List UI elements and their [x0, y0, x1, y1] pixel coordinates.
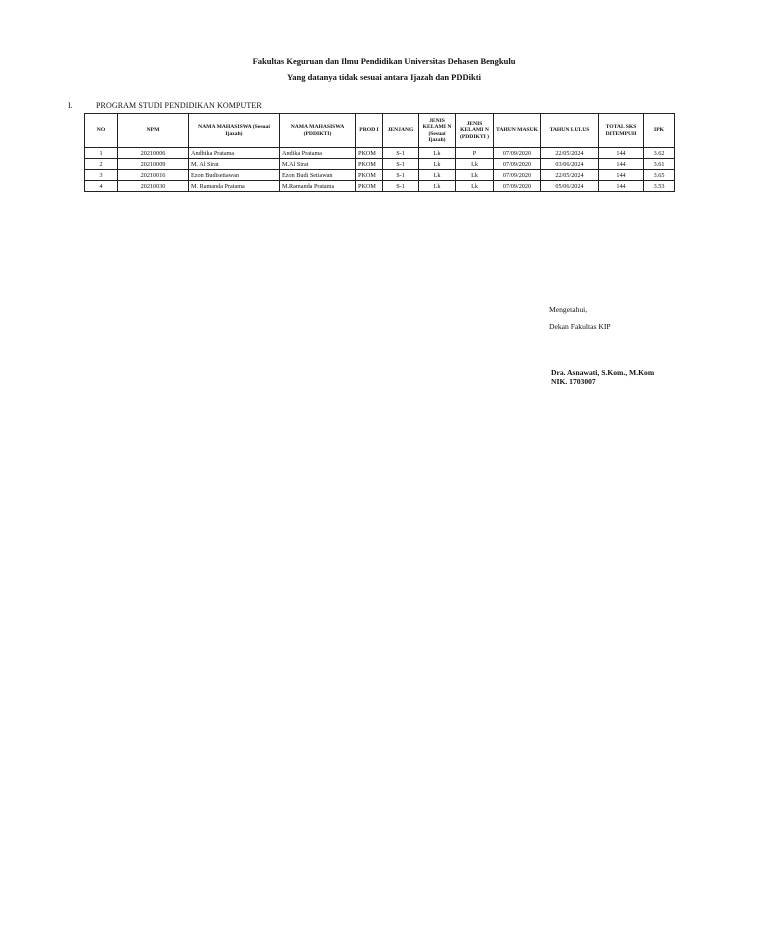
- table-row: [85, 159, 675, 170]
- document-title: Fakultas Keguruan dan Ilmu Pendidikan Universitas Dehasen Bengkulu: [252, 56, 516, 66]
- cell-no: 2: [85, 159, 118, 170]
- column-header-name-pddikti: NAMA MAHASISWA (PDDIKTI): [280, 114, 356, 148]
- cell-no: 1: [85, 148, 118, 159]
- cell-name-ijazah: M. Al Sirat: [189, 159, 280, 170]
- table-header-row: [85, 114, 675, 148]
- cell-no: 3: [85, 170, 118, 181]
- column-header-ipk: IPK: [644, 114, 675, 148]
- cell-name-pddikti: Andika Pratama: [280, 148, 356, 159]
- cell-total-sks: 144: [599, 148, 644, 159]
- cell-npm: 20210006: [118, 148, 189, 159]
- cell-year-in: 07/09/2020: [494, 181, 541, 192]
- cell-name-ijazah: M. Ramanda Pratama: [189, 181, 280, 192]
- cell-total-sks: 144: [599, 170, 644, 181]
- acknowledgement-text: Mengetahui,: [549, 305, 588, 314]
- cell-gender-pddikti: P: [456, 148, 494, 159]
- column-header-no: NO: [85, 114, 118, 148]
- cell-ipk: 3.53: [644, 181, 675, 192]
- cell-jenjang: S-1: [383, 148, 419, 159]
- cell-no: 4: [85, 181, 118, 192]
- cell-name-ijazah: Andhika Pratama: [189, 148, 280, 159]
- cell-total-sks: 144: [599, 181, 644, 192]
- cell-year-graduate: 22/05/2024: [541, 170, 599, 181]
- section-number: I.: [68, 101, 73, 110]
- cell-name-pddikti: M.Al Sirat: [280, 159, 356, 170]
- cell-gender-ijazah: Lk: [419, 159, 456, 170]
- column-header-name-ijazah: NAMA MAHASISWA (Sesuai Ijazah): [189, 114, 280, 148]
- cell-npm: 20210030: [118, 181, 189, 192]
- student-data-table: [84, 113, 675, 192]
- cell-ipk: 3.62: [644, 148, 675, 159]
- column-header-gender-ijazah: JENIS KELAMI N (Sesuai Ijazah): [419, 114, 456, 148]
- cell-name-ijazah: Ezon Budisetiawan: [189, 170, 280, 181]
- cell-year-in: 07/09/2020: [494, 159, 541, 170]
- document-subtitle: Yang datanya tidak sesuai antara Ijazah dan PDDikti: [287, 72, 481, 82]
- cell-name-pddikti: Ezon Budi Setiawan: [280, 170, 356, 181]
- cell-gender-ijazah: Lk: [419, 181, 456, 192]
- cell-ipk: 3.61: [644, 159, 675, 170]
- cell-jenjang: S-1: [383, 170, 419, 181]
- cell-year-in: 07/09/2020: [494, 170, 541, 181]
- column-header-year-graduate: TAHUN LULUS: [541, 114, 599, 148]
- cell-prodi: PKOM: [356, 159, 383, 170]
- column-header-jenjang: JENJANG: [383, 114, 419, 148]
- cell-year-in: 07/09/2020: [494, 148, 541, 159]
- signatory-role: Dekan Fakultas KIP: [549, 322, 611, 331]
- table-row: [85, 170, 675, 181]
- column-header-npm: NPM: [118, 114, 189, 148]
- cell-jenjang: S-1: [383, 181, 419, 192]
- cell-gender-pddikti: Lk: [456, 170, 494, 181]
- column-header-year-in: TAHUN MASUK: [494, 114, 541, 148]
- cell-gender-ijazah: Lk: [419, 170, 456, 181]
- cell-gender-pddikti: Lk: [456, 159, 494, 170]
- cell-year-graduate: 03/06/2024: [541, 159, 599, 170]
- cell-total-sks: 144: [599, 159, 644, 170]
- column-header-prodi: PROD I: [356, 114, 383, 148]
- section-title: PROGRAM STUDI PENDIDIKAN KOMPUTER: [96, 101, 262, 110]
- table-row: [85, 181, 675, 192]
- column-header-gender-pddikti: JENIS KELAMI N (PDDIKTI ): [456, 114, 494, 148]
- cell-npm: 20210009: [118, 159, 189, 170]
- column-header-total-sks: TOTAL SKS DITEMPUH: [599, 114, 644, 148]
- signatory-id: NIK. 1703007: [551, 377, 596, 386]
- cell-gender-pddikti: Lk: [456, 181, 494, 192]
- cell-gender-ijazah: Lk: [419, 148, 456, 159]
- cell-name-pddikti: M.Ramanda Pratama: [280, 181, 356, 192]
- cell-ipk: 3.65: [644, 170, 675, 181]
- cell-prodi: PKOM: [356, 148, 383, 159]
- cell-year-graduate: 05/06/2024: [541, 181, 599, 192]
- cell-prodi: PKOM: [356, 170, 383, 181]
- cell-year-graduate: 22/05/2024: [541, 148, 599, 159]
- cell-npm: 20210016: [118, 170, 189, 181]
- cell-jenjang: S-1: [383, 159, 419, 170]
- signatory-name: Dra. Asnawati, S.Kom., M.Kom: [551, 368, 655, 377]
- table-row: [85, 148, 675, 159]
- cell-prodi: PKOM: [356, 181, 383, 192]
